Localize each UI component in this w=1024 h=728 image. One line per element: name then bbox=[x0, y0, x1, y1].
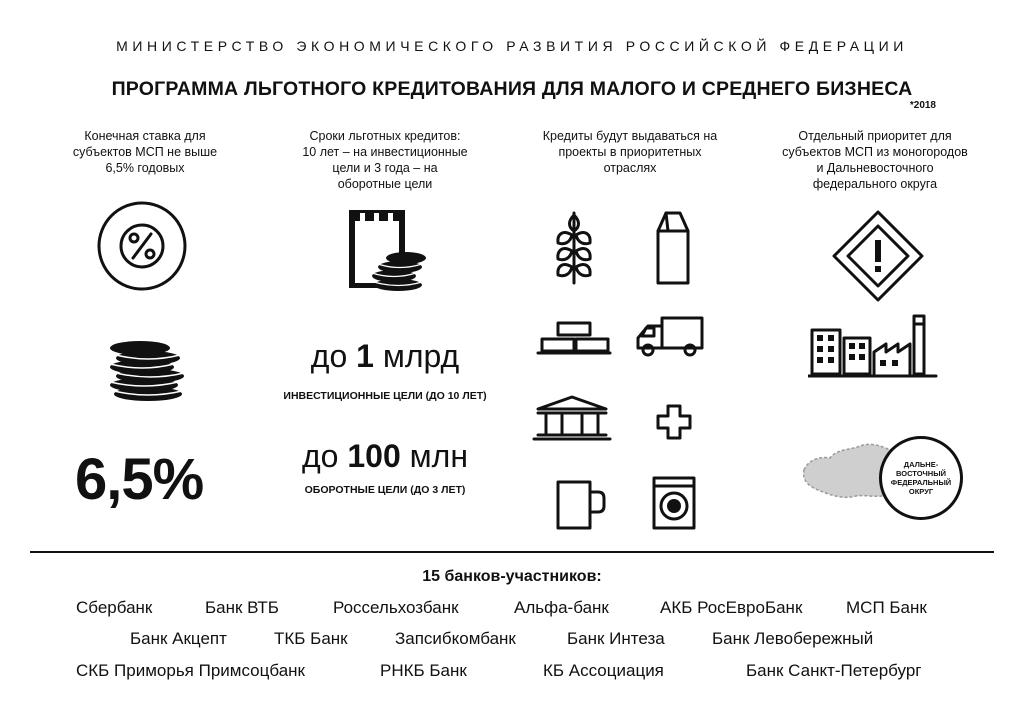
investment-note: ИНВЕСТИЦИОННЫЕ ЦЕЛИ (ДО 10 ЛЕТ) bbox=[283, 390, 487, 402]
truck-icon bbox=[634, 314, 706, 358]
bank-item: Банк Акцепт bbox=[130, 629, 227, 648]
bank-item: Россельхозбанк bbox=[333, 598, 459, 617]
ministry-header: МИНИСТЕРСТВО ЭКОНОМИЧЕСКОГО РАЗВИТИЯ РОССИЙСКОЙ ФЕДЕРАЦИИ bbox=[116, 38, 908, 54]
bank-item: КБ Ассоциация bbox=[543, 661, 664, 680]
bank-item: ТКБ Банк bbox=[274, 629, 348, 648]
calendar-coins-icon bbox=[346, 207, 432, 295]
banks-title: 15 банков-участников: bbox=[422, 568, 602, 585]
percent-circle-icon bbox=[96, 200, 188, 292]
bank-item: АКБ РосЕвроБанк bbox=[660, 598, 803, 617]
working-capital-note: ОБОРОТНЫЕ ЦЕЛИ (ДО 3 ЛЕТ) bbox=[304, 484, 466, 496]
page-title: ПРОГРАММА ЛЬГОТНОГО КРЕДИТОВАНИЯ ДЛЯ МАЛОГО И СРЕДНЕГО БИЗНЕСА bbox=[111, 78, 913, 100]
bank-item: Банк ВТБ bbox=[205, 598, 279, 617]
rate-description: Конечная ставка для субъектов МСП не выше 6,5% годовых bbox=[72, 129, 218, 175]
industrial-city-icon bbox=[808, 310, 938, 380]
bank-item: Запсибкомбанк bbox=[395, 629, 516, 648]
washing-machine-icon bbox=[650, 474, 698, 532]
investment-amount: до 1 млрд bbox=[310, 338, 460, 374]
rate-big-value: 6,5% bbox=[75, 447, 204, 512]
bank-item: Банк Левобережный bbox=[712, 629, 874, 648]
museum-icon bbox=[532, 393, 612, 443]
bank-item: МСП Банк bbox=[846, 598, 927, 617]
bank-item: Банк Интеза bbox=[567, 629, 665, 648]
bricks-icon bbox=[536, 318, 612, 356]
sectors-description: Кредиты будут выдаваться на проекты в приоритетных отраслях bbox=[542, 129, 718, 175]
mug-icon bbox=[552, 476, 608, 532]
working-capital-amount: до 100 млн bbox=[302, 438, 468, 474]
terms-description: Сроки льготных кредитов: 10 лет – на инвестиционные цели и 3 года – на оборотные цели bbox=[302, 129, 468, 191]
warning-sign-icon bbox=[830, 208, 926, 304]
bank-item: РНКБ Банк bbox=[380, 661, 467, 680]
coins-stack-icon bbox=[100, 330, 190, 402]
bank-item: Сбербанк bbox=[76, 598, 153, 617]
far-east-badge: ДАЛЬНЕ- ВОСТОЧНЫЙ ФЕДЕРАЛЬНЫЙ ОКРУГ bbox=[879, 436, 963, 520]
year-note: *2018 bbox=[909, 100, 936, 111]
priority-description: Отдельный приоритет для субъектов МСП из моногородов и Дальневосточного федерального округа bbox=[782, 129, 968, 191]
wheat-icon bbox=[552, 205, 596, 285]
milk-carton-icon bbox=[652, 205, 694, 287]
bank-item: Банк Санкт-Петербург bbox=[746, 661, 922, 680]
medical-cross-icon bbox=[654, 402, 694, 442]
bank-item: Альфа-банк bbox=[514, 598, 609, 617]
section-divider bbox=[30, 551, 994, 553]
bank-item: СКБ Приморья Примсоцбанк bbox=[76, 661, 305, 680]
